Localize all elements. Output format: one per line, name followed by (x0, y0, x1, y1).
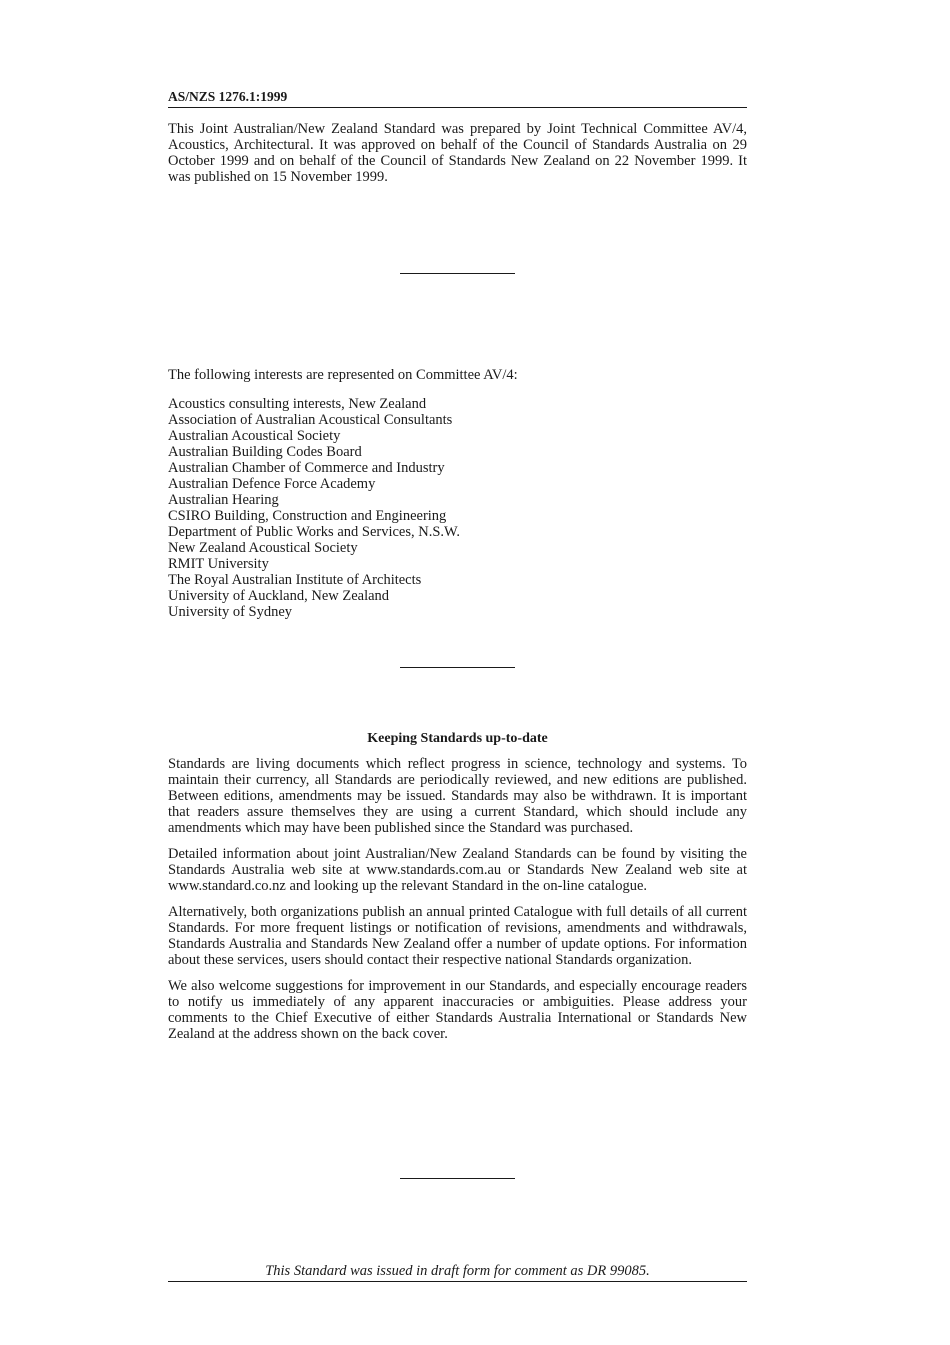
committee-member: The Royal Australian Institute of Architects (168, 572, 422, 588)
committee-intro: The following interests are represented on Committee AV/4: (168, 367, 518, 383)
updates-paragraph: Alternatively, both organizations publish an annual printed Catalogue with full details of all current Standards. For more frequent listings or notification of revisions, amendments and withdrawals, Standards Australia and Standards New Zealand offer a number of update options. For information about these services, users should contact their respective national Standards organization. (168, 904, 747, 968)
committee-member: University of Sydney (168, 604, 293, 620)
committee-member: Australian Chamber of Commerce and Industry (168, 460, 445, 476)
committee-member: Australian Acoustical Society (168, 428, 341, 444)
section-title: Keeping Standards up-to-date (367, 731, 548, 746)
committee-member: Acoustics consulting interests, New Zealand (168, 396, 427, 412)
committee-member: RMIT University (168, 556, 269, 572)
section-divider (400, 667, 515, 668)
committee-member: Australian Defence Force Academy (168, 476, 376, 492)
committee-member: Australian Building Codes Board (168, 444, 362, 460)
updates-paragraph: Standards are living documents which reflect progress in science, technology and systems. To maintain their currency, all Standards are periodically reviewed, and new editions are published. Between editions, amendments may be issued. Standards may also be withdrawn. It is important that readers assure themselves they are using a current Standard, which should include any amendments which may have been published since the Standard was purchased. (168, 756, 747, 836)
updates-paragraph: Detailed information about joint Australian/New Zealand Standards can be found by visiting the Standards Australia web site at www.standards.com.au or Standards New Zealand web site at www.standard.co.nz and looking up the relevant Standard in the on-line catalogue. (168, 846, 747, 894)
committee-member: Department of Public Works and Services, N.S.W. (168, 524, 461, 540)
draft-note-footer: This Standard was issued in draft form for comment as DR 99085. (168, 1262, 747, 1282)
standard-number-header: AS/NZS 1276.1:1999 (168, 88, 747, 108)
preparation-statement: This Joint Australian/New Zealand Standard was prepared by Joint Technical Committee AV/4, Acoustics, Architectural. It was approved on behalf of the Council of Standards Australia on 29 October 1999 and on behalf of the Council of Standards New Zealand on 22 November 1999. It was published on 15 November 1999. (168, 121, 747, 185)
section-divider (400, 273, 515, 274)
committee-member: Association of Australian Acoustical Consultants (168, 412, 453, 428)
updates-body (168, 756, 747, 1052)
section-divider (400, 1178, 515, 1179)
committee-member: New Zealand Acoustical Society (168, 540, 358, 556)
committee-member: University of Auckland, New Zealand (168, 588, 390, 604)
committee-member: CSIRO Building, Construction and Engineering (168, 508, 447, 524)
committee-member: Australian Hearing (168, 492, 279, 508)
committee-members-list (168, 396, 747, 620)
updates-paragraph: We also welcome suggestions for improvement in our Standards, and especially encourage readers to notify us immediately of any apparent inaccuracies or ambiguities. Please address your comments to the Chief Executive of either Standards Australia International or Standards New Zealand at the address shown on the back cover. (168, 978, 747, 1042)
